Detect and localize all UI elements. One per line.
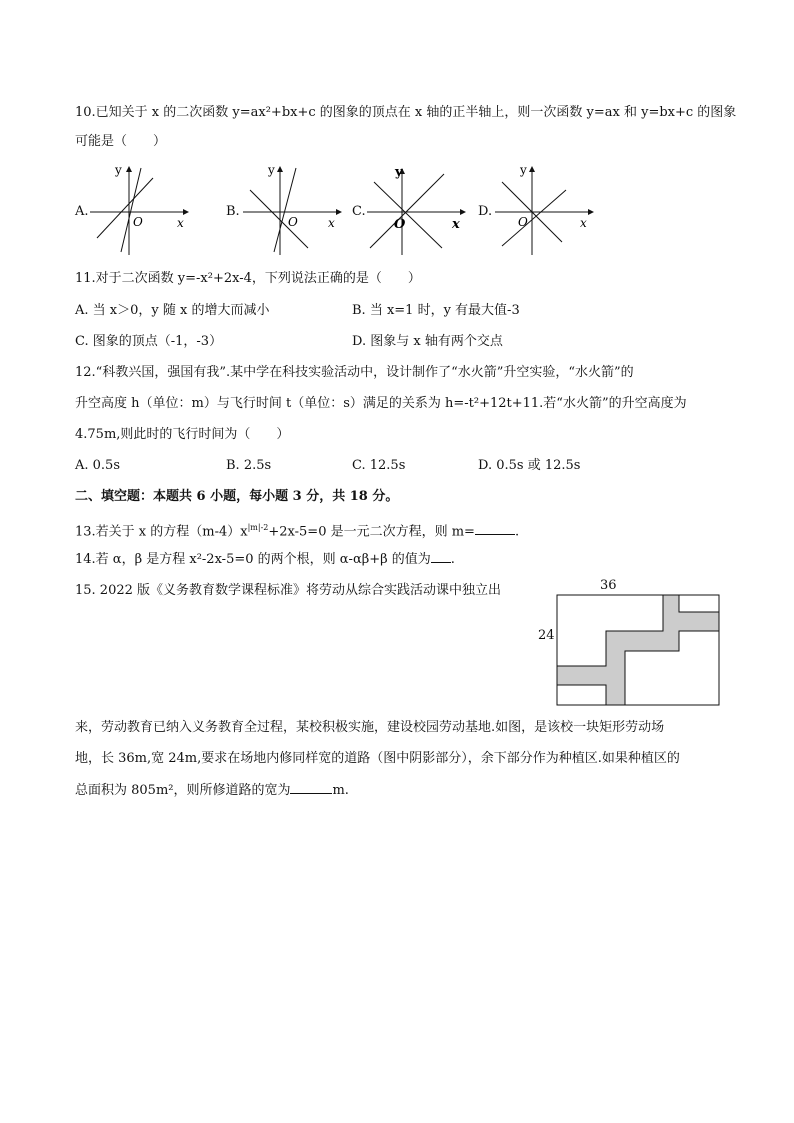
axis-x-label: x bbox=[328, 216, 335, 230]
q15-figure-width: 24 bbox=[538, 628, 555, 643]
q15-line1: 15. 2022 版《义务教育数学课程标准》将劳动从综合实践活动课中独立出 bbox=[75, 583, 502, 598]
q12-option-d: D. 0.5s 或 12.5s bbox=[478, 458, 581, 473]
q14-end: . bbox=[450, 552, 455, 567]
q15-line2: 来，劳动教育已纳入义务教育全过程，某校积极实施，建设校园劳动基地.如图，是该校一块矩形劳动场 bbox=[75, 720, 665, 735]
axis-y-label: y bbox=[395, 165, 403, 180]
q15-line3: 地，长 36m,宽 24m,要求在场地内修同样宽的道路（图中阴影部分），余下部分作为种植区.如果种植区的 bbox=[75, 751, 680, 766]
q12-line2: 升空高度 h（单位：m）与飞行时间 t（单位：s）满足的关系为 h=-t²+12t+11.若“水火箭”的升空高度为 bbox=[75, 396, 687, 411]
q13-post: +2x-5=0 是一元二次方程，则 m= bbox=[268, 524, 475, 540]
axis-y-label: y bbox=[268, 163, 275, 177]
q15-answer-blank[interactable] bbox=[290, 781, 332, 794]
origin-label: O bbox=[288, 215, 298, 229]
q11-option-d: D. 图象与 x 轴有两个交点 bbox=[352, 334, 503, 349]
q10-option-a-label: A. bbox=[75, 204, 89, 219]
origin-label: O bbox=[394, 217, 406, 232]
q11-option-b: B. 当 x=1 时，y 有最大值-3 bbox=[352, 303, 520, 318]
q14-line bbox=[75, 550, 455, 569]
q13-end: . bbox=[514, 524, 520, 540]
origin-label: O bbox=[518, 215, 528, 229]
q10-option-c-label: C. bbox=[352, 204, 366, 219]
q15-line4-end: m. bbox=[332, 783, 349, 798]
section-2-heading: 二、填空题：本题共 6 小题，每小题 3 分，共 18 分。 bbox=[75, 489, 399, 504]
q10-graph-c bbox=[362, 160, 472, 260]
axis-x-label: x bbox=[177, 216, 184, 230]
q11-stem: 11.对于二次函数 y=-x²+2x-4，下列说法正确的是（ ） bbox=[75, 271, 421, 286]
q10-option-d-label: D. bbox=[478, 204, 493, 219]
q12-option-a: A. 0.5s bbox=[75, 458, 120, 473]
q10-graph-b bbox=[238, 160, 348, 260]
q15-figure bbox=[556, 594, 720, 706]
q13-pre: 13.若关于 x 的方程（m-4）x bbox=[75, 524, 248, 540]
q11-option-a: A. 当 x＞0，y 随 x 的增大而减小 bbox=[75, 303, 270, 318]
q14-pre: 14.若 α，β 是方程 x²-2x-5=0 的两个根，则 α-αβ+β 的值为 bbox=[75, 552, 431, 567]
q13-exponent: |m|-2 bbox=[247, 523, 269, 532]
q14-answer-blank[interactable] bbox=[431, 550, 451, 563]
axis-y-label: y bbox=[115, 163, 122, 177]
axis-x-label: x bbox=[452, 217, 460, 232]
q10-option-b-label: B. bbox=[226, 204, 240, 219]
q11-option-c: C. 图象的顶点（-1，-3） bbox=[75, 334, 223, 349]
q12-option-c: C. 12.5s bbox=[352, 458, 406, 473]
q13-answer-blank[interactable] bbox=[475, 522, 515, 535]
axis-x-label: x bbox=[580, 216, 587, 230]
q10-line2: 可能是（ ） bbox=[75, 134, 167, 149]
q12-line3: 4.75m,则此时的飞行时间为（ ） bbox=[75, 427, 290, 442]
q15-line4-pre: 总面积为 805m²，则所修道路的宽为 bbox=[75, 783, 291, 798]
q12-line1: 12.“科教兴国，强国有我”.某中学在科技实验活动中，设计制作了“水火箭”升空实验，“水火箭”的 bbox=[75, 365, 634, 380]
q15-figure-length: 36 bbox=[600, 578, 617, 593]
q10-graph-a bbox=[85, 160, 195, 260]
q10-line1: 10.已知关于 x 的二次函数 y=ax²+bx+c 的图象的顶点在 x 轴的正半轴上，则一次函数 y=ax 和 y=bx+c 的图象 bbox=[75, 105, 737, 120]
axis-y-label: y bbox=[520, 163, 527, 177]
q12-option-b: B. 2.5s bbox=[226, 458, 272, 473]
q13-line bbox=[75, 519, 519, 541]
q10-graph-d bbox=[490, 160, 600, 260]
origin-label: O bbox=[133, 215, 143, 229]
q15-line4 bbox=[75, 781, 349, 800]
